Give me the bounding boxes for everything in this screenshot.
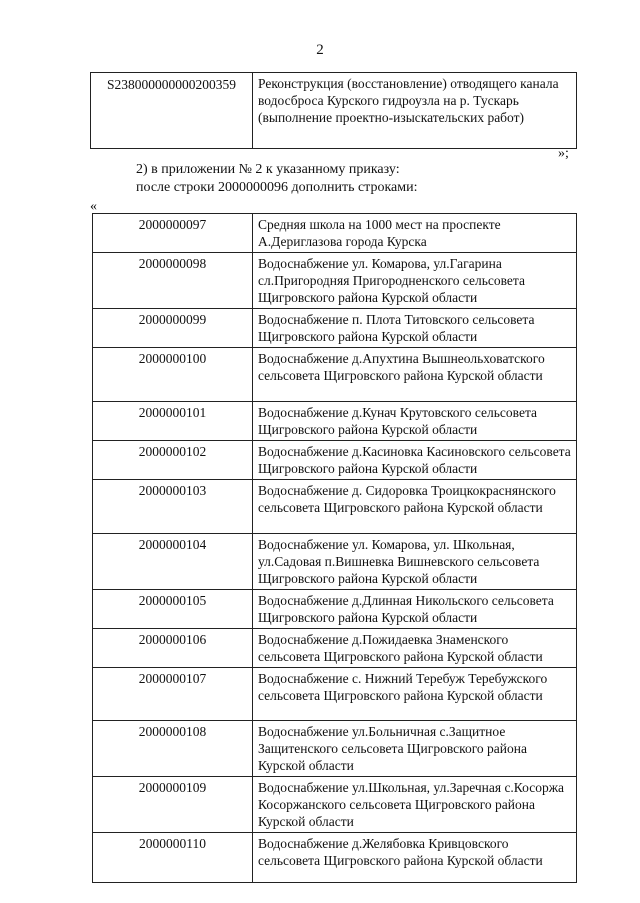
row-code: 2000000108 — [93, 721, 253, 777]
closing-quote-mark: »; — [558, 146, 569, 161]
row-description: Средняя школа на 1000 мест на проспекте А.Дериглазова города Курска — [253, 214, 577, 253]
table-row — [93, 309, 577, 348]
row-description: Водоснабжение с. Нижний Теребуж Теребужского сельсовета Щигровского района Курской области — [253, 668, 577, 721]
row-code: S238000000000200359 — [91, 73, 253, 149]
table-row — [93, 668, 577, 721]
opening-quote-mark: « — [90, 199, 97, 214]
previous-table — [90, 72, 577, 149]
table-row — [93, 590, 577, 629]
table-row — [93, 348, 577, 402]
row-code: 2000000099 — [93, 309, 253, 348]
row-code: 2000000110 — [93, 833, 253, 883]
row-description: Водоснабжение д.Апухтина Вышнеольховатского сельсовета Щигровского района Курской области — [253, 348, 577, 402]
row-code: 2000000104 — [93, 534, 253, 590]
table-row — [93, 534, 577, 590]
row-code: 2000000106 — [93, 629, 253, 668]
row-code: 2000000098 — [93, 253, 253, 309]
row-description: Водоснабжение п. Плота Титовского сельсовета Щигровского района Курской области — [253, 309, 577, 348]
table-row — [93, 629, 577, 668]
paragraph-line-2: после строки 2000000096 дополнить строками: — [136, 180, 418, 195]
row-code: 2000000101 — [93, 402, 253, 441]
row-code: 2000000107 — [93, 668, 253, 721]
table-row — [93, 833, 577, 883]
table-row — [93, 402, 577, 441]
table-row — [93, 777, 577, 833]
paragraph-line-1: 2) в приложении № 2 к указанному приказу: — [136, 162, 400, 177]
row-description: Водоснабжение д.Кунач Крутовского сельсовета Щигровского района Курской области — [253, 402, 577, 441]
table-row — [93, 441, 577, 480]
row-description: Водоснабжение ул.Больничная с.Защитное Защитенского сельсовета Щигровского района Курской области — [253, 721, 577, 777]
added-rows-table — [92, 213, 577, 883]
row-description: Водоснабжение д.Пожидаевка Знаменского сельсовета Щигровского района Курской области — [253, 629, 577, 668]
row-description: Водоснабжение д.Касиновка Касиновского сельсовета Щигровского района Курской области — [253, 441, 577, 480]
table-row — [93, 721, 577, 777]
row-description: Водоснабжение ул. Комарова, ул. Школьная, ул.Садовая п.Вишневка Вишневского сельсовета Щигровского района Курской области — [253, 534, 577, 590]
row-code: 2000000100 — [93, 348, 253, 402]
row-code: 2000000102 — [93, 441, 253, 480]
row-description: Водоснабжение ул.Школьная, ул.Заречная с.Косоржа Косоржанского сельсовета Щигровского района Курской области — [253, 777, 577, 833]
page-number: 2 — [316, 42, 324, 58]
row-description: Водоснабжение ул. Комарова, ул.Гагарина сл.Пригородняя Пригородненского сельсовета Щигровского района Курской области — [253, 253, 577, 309]
table-row — [93, 214, 577, 253]
row-description: Водоснабжение д. Сидоровка Троицкокраснянского сельсовета Щигровского района Курской области — [253, 480, 577, 534]
row-code: 2000000103 — [93, 480, 253, 534]
table-row — [91, 73, 577, 149]
row-code: 2000000109 — [93, 777, 253, 833]
row-code: 2000000097 — [93, 214, 253, 253]
table-row — [93, 480, 577, 534]
row-description: Водоснабжение д.Желябовка Кривцовского сельсовета Щигровского района Курской области — [253, 833, 577, 883]
row-description: Водоснабжение д.Длинная Никольского сельсовета Щигровского района Курской области — [253, 590, 577, 629]
row-description: Реконструкция (восстановление) отводящего канала водосброса Курского гидроузла на р. Тускарь (выполнение проектно-изыскательских работ) — [253, 73, 577, 149]
row-code: 2000000105 — [93, 590, 253, 629]
table-row — [93, 253, 577, 309]
